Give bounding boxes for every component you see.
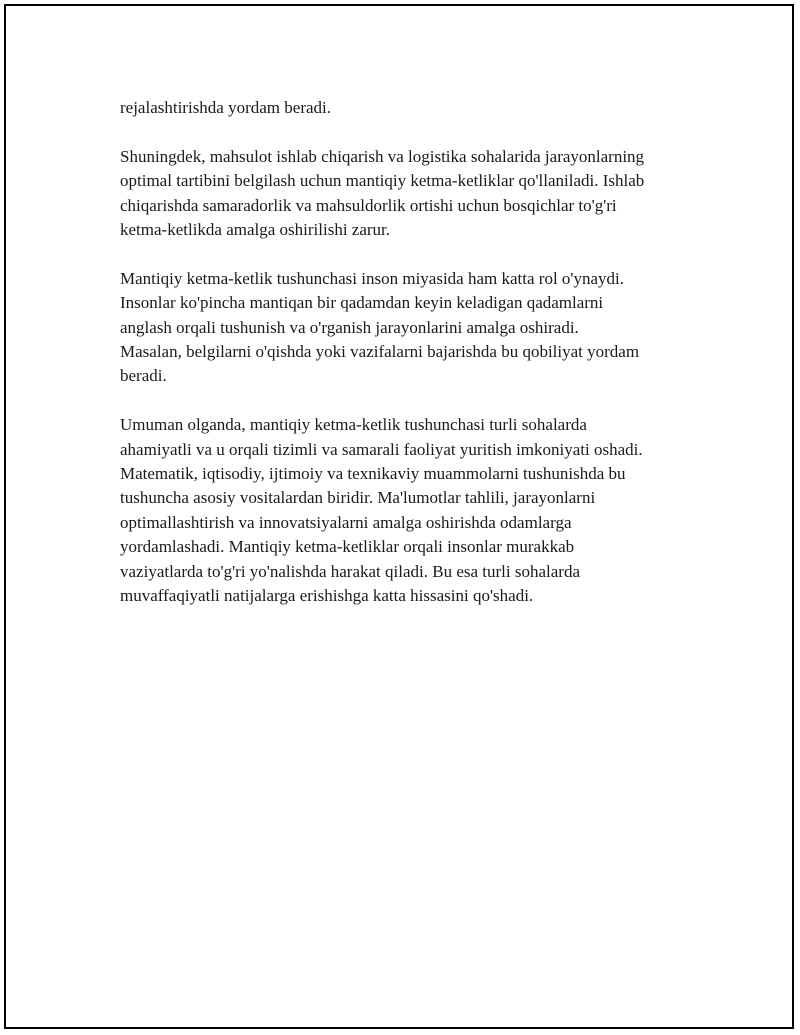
document-page <box>4 4 794 1029</box>
text-line: Mantiqiy ketma-ketlik tushunchasi inson miyasida ham katta rol o'ynaydi. <box>120 268 624 288</box>
text-line: rejalashtirishda yordam beradi. <box>120 98 332 117</box>
paragraph-4 <box>120 413 700 608</box>
text-line: muvaffaqiyatli natijalarga erishishga katta hissasini qo'shadi. <box>120 586 534 606</box>
text-line: ahamiyatli va u orqali tizimli va samarali faoliyat yuritish imkoniyati oshadi. <box>120 439 643 459</box>
text-line: beradi. <box>120 366 167 386</box>
text-line: Masalan, belgilarni o'qishda yoki vazifalarni bajarishda bu qobiliyat yordam <box>120 342 640 362</box>
text-line: Umuman olganda, mantiqiy ketma-ketlik tushunchasi turli sohalarda <box>120 415 587 435</box>
text-line: optimallashtirish va innovatsiyalarni amalga oshirishda odamlarga <box>120 512 572 532</box>
text-line: vaziyatlarda to'g'ri yo'nalishda harakat qiladi. Bu esa turli sohalarda <box>120 561 581 581</box>
paragraph-3 <box>120 267 700 389</box>
document-body <box>120 96 700 633</box>
text-line: optimal tartibini belgilash uchun mantiqiy ketma-ketliklar qo'llaniladi. Ishlab <box>120 171 645 191</box>
text-line: Matematik, iqtisodiy, ijtimoiy va texnikaviy muammolarni tushunishda bu <box>120 464 626 484</box>
text-line: anglash orqali tushunish va o'rganish jarayonlarini amalga oshiradi. <box>120 317 579 337</box>
text-line: yordamlashadi. Mantiqiy ketma-ketliklar orqali insonlar murakkab <box>120 537 575 557</box>
text-line: tushuncha asosiy vositalardan biridir. Ma'lumotlar tahlili, jarayonlarni <box>120 488 596 508</box>
paragraph-1 <box>120 96 700 120</box>
text-line: Insonlar ko'pincha mantiqan bir qadamdan keyin keladigan qadamlarni <box>120 293 604 313</box>
text-line: chiqarishda samaradorlik va mahsuldorlik ortishi uchun bosqichlar to'g'ri <box>120 195 617 215</box>
text-line: Shuningdek, mahsulot ishlab chiqarish va logistika sohalarida jarayonlarning <box>120 146 645 166</box>
paragraph-2 <box>120 145 700 243</box>
text-line: ketma-ketlikda amalga oshirilishi zarur. <box>120 220 391 240</box>
